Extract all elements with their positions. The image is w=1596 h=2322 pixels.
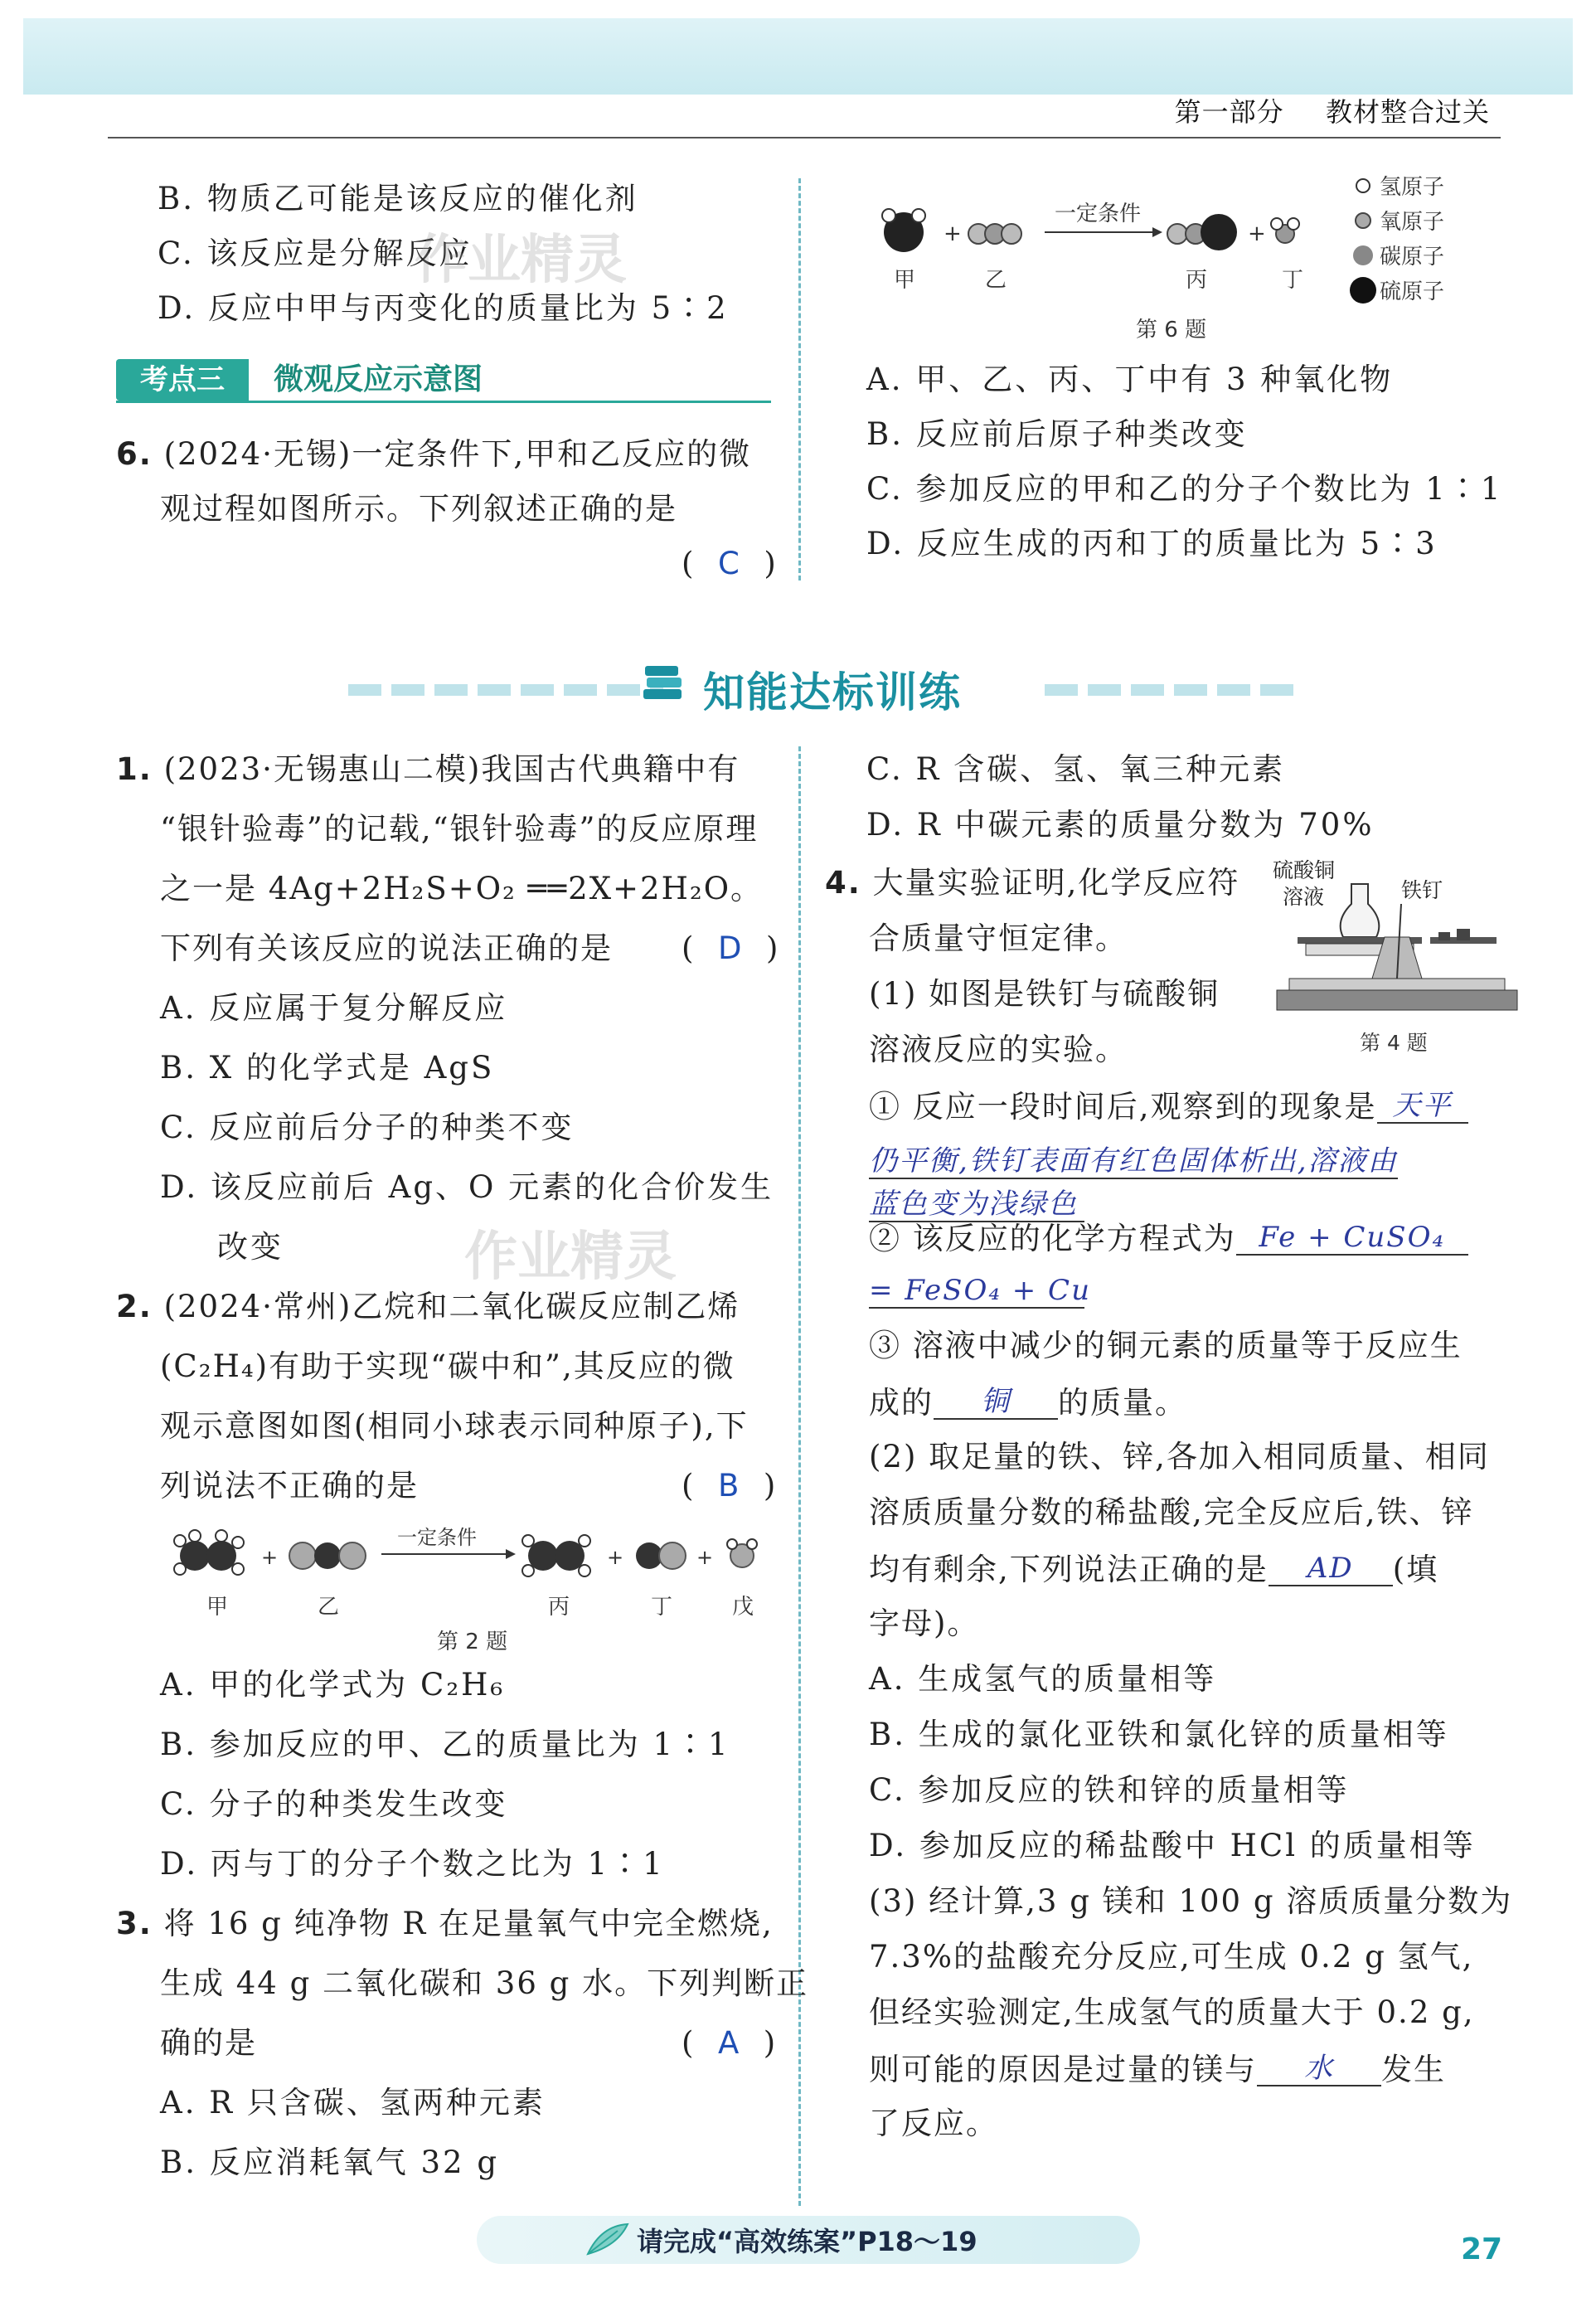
q6-label-yi: 乙 <box>985 268 1007 293</box>
q2-label-wu: 戊 <box>732 1595 754 1620</box>
q3-option-d: D. R 中碳元素的质量分数为 70% <box>866 807 1375 843</box>
q6-option-a: A. 甲、乙、丙、丁中有 3 种氧化物 <box>866 362 1394 397</box>
q3-line3: 确的是 <box>160 2025 257 2061</box>
q6-arrow-label: 一定条件 <box>1055 202 1142 226</box>
q4-label-solution-1: 硫酸铜 <box>1273 858 1336 882</box>
q4-part2-option-a: A. 生成氢气的质量相等 <box>869 1661 1217 1697</box>
q2-arrow-label: 一定条件 <box>397 1526 477 1549</box>
q2-label-ding: 丁 <box>651 1595 673 1620</box>
svg-text:+: + <box>607 1546 624 1569</box>
q4-part2-option-d: D. 参加反应的稀盐酸中 HCl 的质量相等 <box>869 1828 1476 1863</box>
footer-text: 请完成“高效练案”P18～19 <box>637 2226 977 2257</box>
q2-option-a: A. 甲的化学式为 C₂H₆ <box>160 1667 506 1703</box>
banner-stripe-right <box>1045 684 1293 696</box>
q1-line4: 下列有关该反应的说法正确的是 <box>160 930 613 966</box>
q4-sub2-line1: ② 该反应的化学方程式为 Fe + CuSO₄ <box>869 1221 1468 1256</box>
q3-option-a: A. R 只含碳、氢两种元素 <box>160 2085 546 2120</box>
watermark-2: 作业精灵 <box>464 1227 677 1288</box>
q4-label-solution-2: 溶液 <box>1283 885 1325 909</box>
q3-line2: 生成 44 g 二氧化碳和 36 g 水。下列判断正 <box>160 1965 809 2001</box>
q4-part2-line2: 溶质质量分数的稀盐酸,完全反应后,铁、锌 <box>869 1494 1474 1530</box>
q1-answer-bracket: ( D ) <box>682 930 780 966</box>
header-title: 教材整合过关 <box>1325 96 1490 128</box>
q1-option-b: B. X 的化学式是 AgS <box>160 1050 495 1086</box>
q4-part3-answer: 水 <box>1257 2052 1381 2086</box>
section-tag: 考点三 <box>116 359 249 401</box>
q4-part3-line2: 7.3%的盐酸充分反应,可生成 0.2 g 氢气, <box>869 1939 1474 1975</box>
q2-label-bing: 丙 <box>548 1595 570 1620</box>
q2-label-jia: 甲 <box>206 1595 229 1620</box>
q4-part1-intro1: (1) 如图是铁钉与硫酸铜 <box>869 976 1220 1012</box>
q4-sub3-answer: 铜 <box>934 1385 1058 1420</box>
q1-option-c: C. 反应前后分子的种类不变 <box>160 1110 575 1145</box>
q4-part3-line4: 则可能的原因是过量的镁与 水 发生 <box>869 2052 1446 2087</box>
q4-caption: 第 4 题 <box>1360 1031 1428 1055</box>
legend-hydrogen: 氢原子 <box>1380 175 1445 200</box>
q6-caption: 第 6 题 <box>1136 318 1207 342</box>
q2-figure <box>170 1516 783 1657</box>
q4-number: 4. <box>825 865 861 901</box>
q6-label-ding: 丁 <box>1282 268 1304 293</box>
q4-sub1-line1: ① 反应一段时间后,观察到的现象是 天平 <box>869 1089 1468 1124</box>
q3-answer-bracket: ( A ) <box>682 2025 778 2061</box>
svg-text:+: + <box>261 1546 279 1569</box>
page-header <box>1175 91 1490 129</box>
svg-text:+: + <box>944 221 962 246</box>
q6-line2: 观过程如图所示。下列叙述正确的是 <box>160 491 677 527</box>
q3-option-b: B. 反应消耗氧气 32 g <box>160 2145 500 2180</box>
q2-line3: 观示意图如图(相同小球表示同种原子),下 <box>160 1408 749 1444</box>
column-divider-top <box>798 178 801 580</box>
q4-part2-line3: 均有剩余,下列说法正确的是 AD (填 <box>869 1552 1439 1587</box>
legend-carbon: 碳原子 <box>1380 245 1445 270</box>
q6-answer: C <box>717 546 741 581</box>
q6-option-c: C. 参加反应的甲和乙的分子个数比为 1∶1 <box>866 471 1503 507</box>
section-title: 微观反应示意图 <box>274 362 483 396</box>
q1-line1: 1. (2023·无锡惠山二模)我国古代典籍中有 <box>116 751 740 787</box>
q6-answer-bracket: ( C ) <box>682 546 778 581</box>
q2-answer: B <box>717 1468 741 1503</box>
q2-line4: 列说法不正确的是 <box>160 1468 419 1503</box>
leaf-pen-icon <box>585 2221 631 2259</box>
q3-number: 3. <box>116 1906 153 1941</box>
prev-option-d: D. 反应中甲与丙变化的质量比为 5∶2 <box>158 290 729 326</box>
q4-part2-option-b: B. 生成的氯化亚铁和氯化锌的质量相等 <box>869 1717 1449 1752</box>
q4-sub2-answer-1: Fe + CuSO₄ <box>1236 1221 1468 1256</box>
q2-answer-bracket: ( B ) <box>682 1468 778 1503</box>
q4-part2-line4: 字母)。 <box>869 1605 980 1641</box>
q4-sub1-answer-1: 天平 <box>1377 1089 1468 1124</box>
header-rule <box>108 137 1501 138</box>
header-section: 第一部分 <box>1174 96 1284 128</box>
q4-part1-intro2: 溶液反应的实验。 <box>869 1032 1128 1067</box>
page-number: 27 <box>1461 2232 1503 2266</box>
legend-sulfur: 硫原子 <box>1380 279 1445 304</box>
q4-part3-line3: 但经实验测定,生成氢气的质量大于 0.2 g, <box>869 1994 1475 2030</box>
q1-number: 1. <box>116 751 153 787</box>
q3-answer: A <box>717 2025 741 2061</box>
prev-option-b: B. 物质乙可能是该反应的催化剂 <box>158 181 638 216</box>
q4-part2-option-c: C. 参加反应的铁和锌的质量相等 <box>869 1772 1350 1808</box>
q1-option-a: A. 反应属于复分解反应 <box>160 990 508 1026</box>
q6-option-d: D. 反应生成的丙和丁的质量比为 5∶3 <box>866 526 1438 561</box>
q2-caption: 第 2 题 <box>437 1630 508 1654</box>
svg-text:+: + <box>1248 221 1266 246</box>
q1-line3: 之一是 4Ag+2H₂S+O₂ ══2X+2H₂O。 <box>160 871 764 906</box>
book-stack-icon <box>638 659 688 709</box>
q1-option-d-cont: 改变 <box>217 1229 284 1265</box>
q4-part3-line5: 了反应。 <box>869 2106 998 2141</box>
q2-option-d: D. 丙与丁的分子个数之比为 1∶1 <box>160 1846 665 1882</box>
q4-figure-balance <box>1273 854 1521 1061</box>
q4-sub2-line2 <box>869 1274 1091 1309</box>
svg-text:+: + <box>696 1546 714 1569</box>
q1-option-d: D. 该反应前后 Ag、O 元素的化合价发生 <box>160 1169 774 1205</box>
q6-label-bing: 丙 <box>1186 268 1208 293</box>
q2-line1: 2. (2024·常州)乙烷和二氧化碳反应制乙烯 <box>116 1289 740 1324</box>
q4-part2-answer: AD <box>1269 1552 1393 1586</box>
q4-part2-line1: (2) 取足量的铁、锌,各加入相同质量、相同 <box>869 1439 1490 1474</box>
q2-label-yi: 乙 <box>318 1595 340 1620</box>
q4-sub2-answer-2: = FeSO₄ + Cu <box>869 1274 1091 1307</box>
q4-part3-line1: (3) 经计算,3 g 镁和 100 g 溶质质量分数为 <box>869 1883 1513 1919</box>
q6-line1: 6. (2024·无锡)一定条件下,甲和乙反应的微 <box>116 436 752 472</box>
q3-line1: 3. 将 16 g 纯净物 R 在足量氧气中完全燃烧, <box>116 1906 774 1941</box>
section-underline <box>116 401 771 403</box>
q6-option-b: B. 反应前后原子种类改变 <box>866 416 1248 452</box>
q4-line1: 4. 大量实验证明,化学反应符 <box>825 865 1240 901</box>
legend-oxygen: 氧原子 <box>1380 210 1445 235</box>
q4-sub1-answer-2: 仍平衡,铁钉表面有红色固体析出,溶液由 <box>869 1144 1398 1178</box>
q4-line2: 合质量守恒定律。 <box>869 921 1128 956</box>
q4-sub1-answer-3: 蓝色变为浅绿色 <box>869 1188 1084 1222</box>
q1-answer: D <box>717 930 744 966</box>
q2-line2: (C₂H₄)有助于实现“碳中和”,其反应的微 <box>160 1348 735 1384</box>
q2-option-c: C. 分子的种类发生改变 <box>160 1786 508 1822</box>
q6-label-jia: 甲 <box>894 268 916 293</box>
banner-title: 知能达标训练 <box>703 668 962 717</box>
q4-label-nail: 铁钉 <box>1401 878 1443 902</box>
banner-stripe-left <box>348 684 663 696</box>
q4-sub3-line1: ③ 溶液中减少的铜元素的质量等于反应生 <box>869 1328 1463 1363</box>
q2-number: 2. <box>116 1289 153 1324</box>
q1-line2: “银针验毒”的记载,“银针验毒”的反应原理 <box>160 811 759 847</box>
q2-option-b: B. 参加反应的甲、乙的质量比为 1∶1 <box>160 1727 730 1762</box>
q3-option-c: C. R 含碳、氢、氧三种元素 <box>866 751 1286 787</box>
prev-option-c: C. 该反应是分解反应 <box>158 236 473 271</box>
header-band <box>23 18 1573 95</box>
q6-number: 6. <box>116 436 153 472</box>
watermark: 作业精灵 <box>415 230 627 291</box>
q4-sub3-line2: 成的 铜 的质量。 <box>869 1385 1187 1421</box>
q6-figure <box>871 166 1501 348</box>
